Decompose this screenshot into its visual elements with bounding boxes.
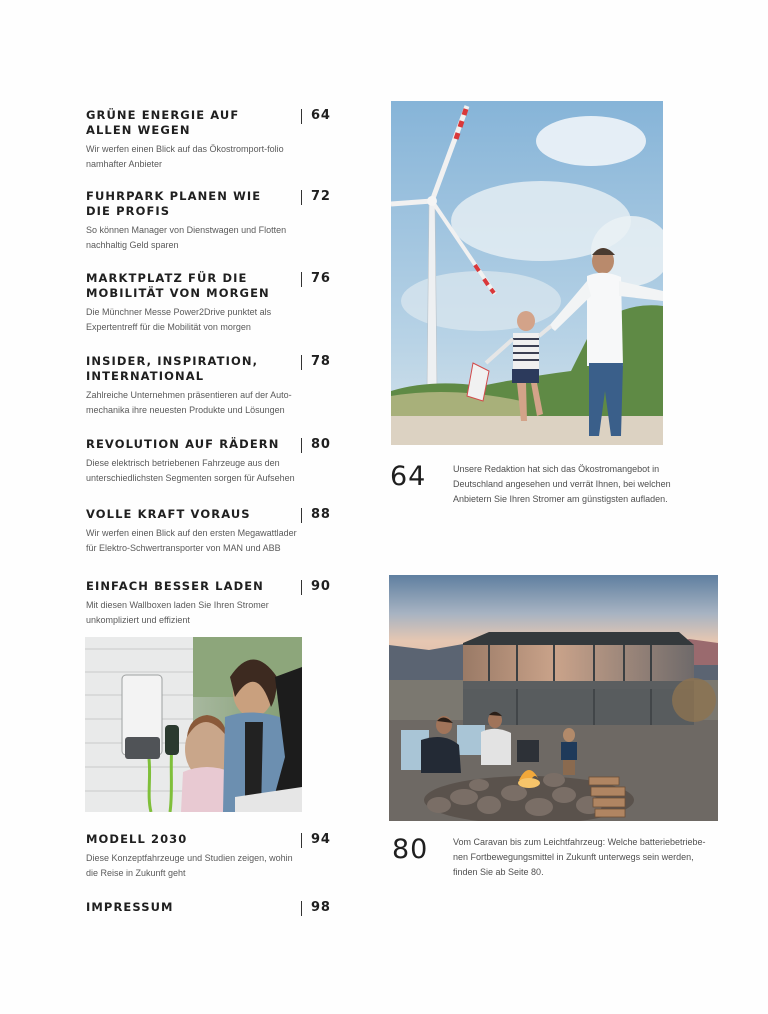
toc-title: GRÜNE ENERGIE AUF ALLEN WEGEN — [86, 108, 240, 137]
toc-description: Diese Konzeptfahrzeuge und Studien zeigen, wohin die Reise in Zukunft geht — [86, 853, 293, 878]
toc-description: Wir werfen einen Blick auf den ersten Megawattlader für Elektro-Schwertransporter von MAN und ABB — [86, 528, 297, 553]
wallbox-illustration — [85, 637, 302, 812]
photo-caravan — [389, 575, 718, 821]
toc-entry[interactable] — [86, 108, 336, 172]
toc-title: EINFACH BESSER LADEN — [86, 579, 264, 593]
toc-title: MODELL 2030 — [86, 832, 188, 846]
toc-description: Zahlreiche Unternehmen präsentieren auf der Auto-mechanika ihre neuesten Produkte und Lösungen — [86, 390, 292, 415]
toc-page-number: 88 — [301, 507, 331, 522]
feature-caption: Unsere Redaktion hat sich das Ökostromangebot in Deutschland angesehen und verrät Ihnen, bei welchen Anbietern Sie Ihren Stromer am günstigsten aufladen. — [453, 464, 671, 504]
toc-entry[interactable] — [86, 437, 336, 486]
toc-page-number: 80 — [301, 437, 331, 452]
feature-caption: Vom Caravan bis zum Leichtfahrzeug: Welche batteriebetriebe-nen Fortbewegungsmittel in Zukunft unterwegs sein werden, finden Sie ab Seite 80. — [453, 837, 706, 877]
feature-page-number: 80 — [392, 834, 429, 865]
toc-entry[interactable] — [86, 832, 336, 881]
photo-wallbox — [85, 637, 302, 812]
photo-wind-turbine — [391, 101, 663, 445]
toc-description: Die Münchner Messe Power2Drive punktet als Expertentreff für die Mobilität von morgen — [86, 307, 272, 332]
toc-page-number: 72 — [301, 189, 331, 204]
toc-entry[interactable] — [86, 507, 336, 556]
toc-description: So können Manager von Dienstwagen und Flotten nachhaltig Geld sparen — [86, 225, 287, 250]
toc-title: FUHRPARK PLANEN WIE DIE PROFIS — [86, 189, 262, 218]
caravan-illustration — [389, 575, 718, 821]
toc-entry[interactable] — [86, 579, 336, 628]
toc-entry[interactable] — [86, 271, 336, 335]
toc-title: IMPRESSUM — [86, 900, 174, 914]
toc-entry[interactable] — [86, 900, 336, 915]
toc-description: Mit diesen Wallboxen laden Sie Ihren Stromer unkompliziert und effizient — [86, 600, 269, 625]
toc-title: MARKTPLATZ FÜR DIE MOBILITÄT VON MORGEN — [86, 271, 270, 300]
toc-title: REVOLUTION AUF RÄDERN — [86, 437, 280, 451]
toc-title: INSIDER, INSPIRATION, INTERNATIONAL — [86, 354, 259, 383]
toc-page-number: 94 — [301, 832, 331, 847]
toc-page-number: 76 — [301, 271, 331, 286]
toc-page-number: 78 — [301, 354, 331, 369]
toc-page-number: 64 — [301, 108, 331, 123]
feature-page-number: 64 — [390, 461, 427, 492]
toc-description: Diese elektrisch betriebenen Fahrzeuge aus den unterschiedlichsten Segmenten sorgen für Aufsehen — [86, 458, 295, 483]
toc-entry[interactable] — [86, 354, 336, 418]
toc-page-number: 90 — [301, 579, 331, 594]
toc-entry[interactable] — [86, 189, 336, 253]
wind-turbine-illustration — [391, 101, 663, 445]
toc-page-number: 98 — [301, 900, 331, 915]
toc-title: VOLLE KRAFT VORAUS — [86, 507, 251, 521]
toc-description: Wir werfen einen Blick auf das Ökostromport-folio namhafter Anbieter — [86, 144, 284, 169]
